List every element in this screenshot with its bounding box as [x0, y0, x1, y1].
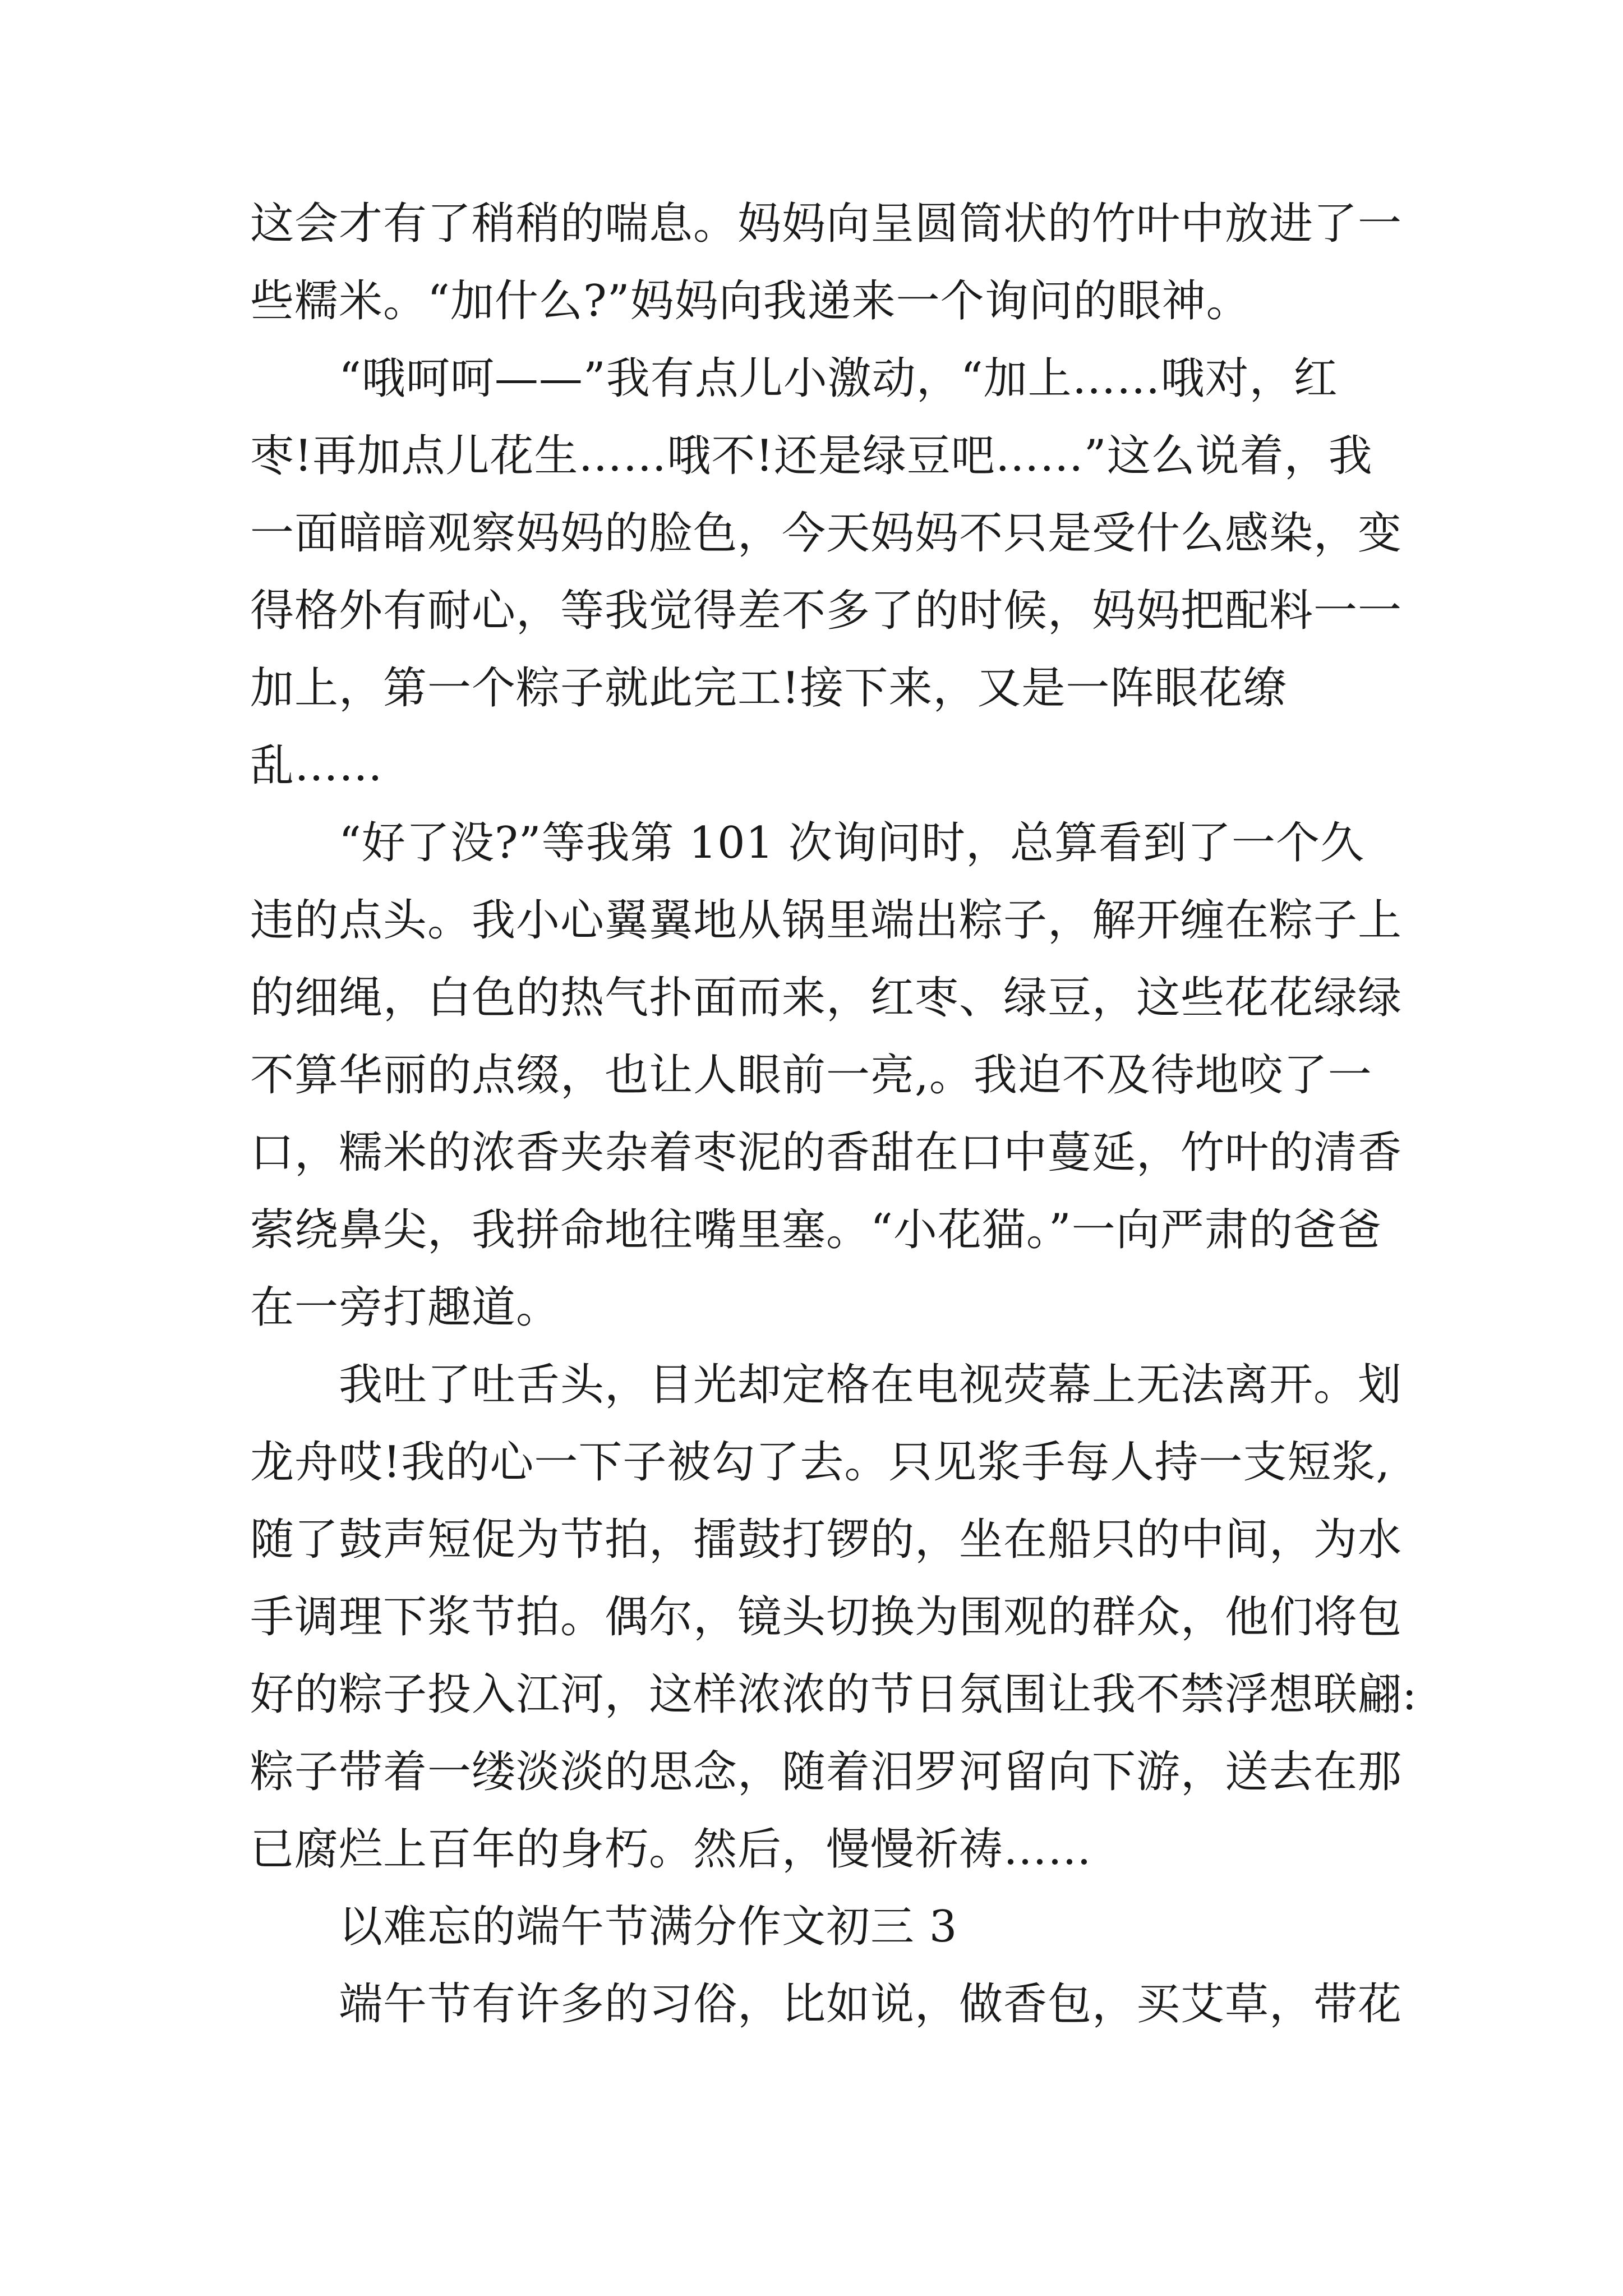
essay-title-line: 以难忘的端午节满分作文初三 3	[339, 1902, 958, 1952]
text-line: 违的点头。我小心翼翼地从锅里端出粽子，解开缠在粽子上	[250, 895, 1403, 946]
text-line: 粽子带着一缕淡淡的思念，随着汨罗河留向下游，送去在那	[250, 1747, 1403, 1797]
text-line: 龙舟哎!我的心一下子被勾了去。只见浆手每人持一支短浆,	[250, 1437, 1391, 1488]
text-line: 我吐了吐舌头，目光却定格在电视荧幕上无法离开。划	[339, 1360, 1403, 1410]
text-line: 的细绳，白色的热气扑面而来，红枣、绿豆，这些花花绿绿	[250, 973, 1403, 1023]
text-line: 已腐烂上百年的身朽。然后，慢慢祈祷……	[250, 1824, 1092, 1875]
text-line: 萦绕鼻尖，我拼命地往嘴里塞。“小花猫。”一向严肃的爸爸	[250, 1205, 1382, 1255]
text-line: 在一旁打趣道。	[250, 1282, 561, 1333]
text-line: 随了鼓声短促为节拍，擂鼓打锣的，坐在船只的中间，为水	[250, 1515, 1403, 1565]
text-line: 乱……	[250, 740, 384, 791]
text-line: 口，糯米的浓香夹杂着枣泥的香甜在口中蔓延，竹叶的清香	[250, 1128, 1403, 1178]
text-line: “好了没?”等我第 101 次询问时，总算看到了一个久	[339, 818, 1365, 868]
text-line: 不算华丽的点缀，也让人眼前一亮,。我迫不及待地咬了一	[250, 1050, 1372, 1101]
text-line: 得格外有耐心，等我觉得差不多了的时候，妈妈把配料一一	[250, 586, 1403, 636]
text-line: 加上，第一个粽子就此完工!接下来，又是一阵眼花缭	[250, 663, 1288, 714]
text-line: 端午节有许多的习俗，比如说，做香包，买艾草，带花	[339, 1979, 1403, 2030]
text-line: “哦呵呵——”我有点儿小激动，“加上……哦对，红	[339, 353, 1338, 404]
text-line: 一面暗暗观察妈妈的脸色，今天妈妈不只是受什么感染，变	[250, 508, 1403, 559]
text-line: 枣!再加点儿花生……哦不!还是绿豆吧……”这么说着，我	[250, 431, 1373, 481]
text-line: 这会才有了稍稍的喘息。妈妈向呈圆筒状的竹叶中放进了一	[250, 199, 1403, 249]
essay-body	[250, 185, 1418, 2043]
text-line: 手调理下浆节拍。偶尔，镜头切换为围观的群众，他们将包	[250, 1592, 1403, 1642]
text-line: 些糯米。“加什么?”妈妈向我递来一个询问的眼神。	[250, 276, 1251, 326]
text-line: 好的粽子投入江河，这样浓浓的节日氛围让我不禁浮想联翩:	[250, 1669, 1418, 1720]
